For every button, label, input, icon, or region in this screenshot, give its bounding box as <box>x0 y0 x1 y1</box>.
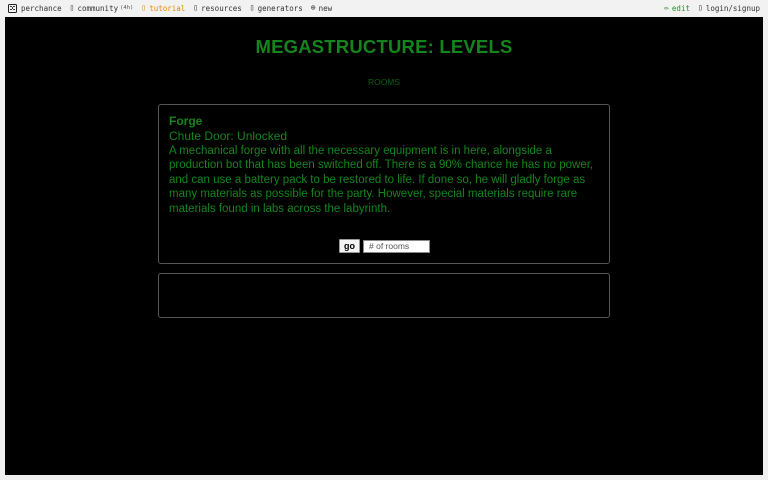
user-icon: ▯ <box>697 3 703 12</box>
nav-generators-label: generators <box>257 3 303 13</box>
login-label: login/signup <box>705 3 760 13</box>
brand-label: perchance <box>21 3 62 13</box>
room-controls <box>339 239 430 253</box>
book-icon: ▯ <box>141 3 147 12</box>
brand-link[interactable] <box>8 4 62 13</box>
top-nav-bar <box>0 0 768 16</box>
go-button[interactable]: go <box>339 239 360 253</box>
edit-label: edit <box>671 3 690 13</box>
grid-icon: ▯ <box>249 3 255 12</box>
page-title: MEGASTRUCTURE: LEVELS <box>255 36 513 57</box>
dice-logo-icon <box>8 4 17 13</box>
page-subtitle: ROOMS <box>367 77 401 87</box>
edit-link[interactable] <box>664 4 690 13</box>
nav-tutorial-label: tutorial <box>149 3 186 13</box>
pencil-icon: ✏ <box>664 3 669 12</box>
nav-resources-label: resources <box>201 3 242 13</box>
nav-generators[interactable] <box>250 4 303 13</box>
output-card <box>158 273 610 318</box>
room-name: Forge <box>169 114 203 128</box>
rooms-count-input[interactable] <box>363 240 430 253</box>
nav-community[interactable] <box>70 4 134 13</box>
plus-circle-icon: ⊕ <box>310 3 316 12</box>
generator-output-frame <box>5 17 763 475</box>
room-door-status: Chute Door: Unlocked <box>169 129 288 143</box>
nav-tutorial[interactable] <box>141 4 185 13</box>
link-icon: ▯ <box>193 3 199 12</box>
nav-community-count: (4h) <box>120 5 134 11</box>
room-description: A mechanical forge with all the necessary equipment is in here, alongside a production bot that has been switched off. There is a 90% chance he has no power, and can use a battery pack to be restored to life. If done so, he will gladly forge as many materials as possible for the party. However, special materials require rare materials found in labs across the labyrinth. <box>169 145 594 215</box>
nav-new[interactable] <box>311 4 332 13</box>
room-card <box>158 104 610 264</box>
nav-new-label: new <box>318 3 333 13</box>
login-link[interactable] <box>698 4 760 13</box>
nav-community-label: community <box>77 3 119 13</box>
nav-resources[interactable] <box>193 4 241 13</box>
chat-icon: ▯ <box>69 3 75 12</box>
